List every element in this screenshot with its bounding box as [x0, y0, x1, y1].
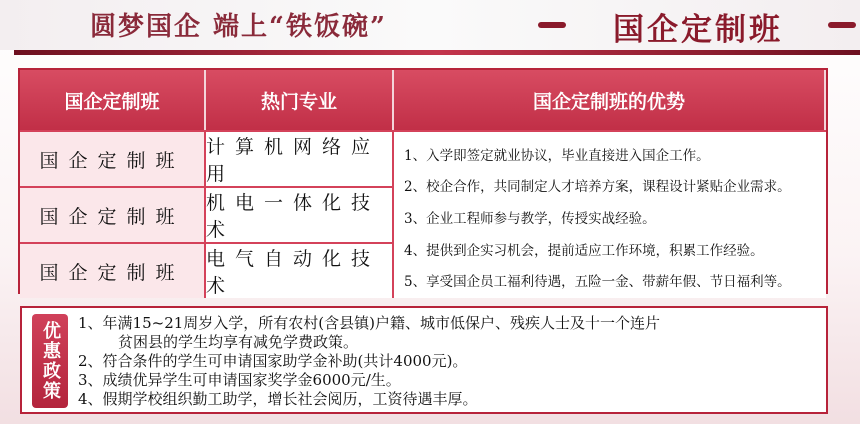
policy-label: 优惠政策 — [40, 321, 61, 401]
table-cell-major: 机电一体化技术 — [206, 186, 392, 242]
policy-item: 2、符合条件的学生可申请国家助学金补助(共计4000元)。 — [78, 352, 468, 370]
slogan: 圆梦国企 端上“铁饭碗” — [90, 12, 387, 42]
advantage-item: 2、校企合作，共同制定人才培养方案，课程设计紧贴企业需求。 — [404, 179, 791, 196]
policy-item: 4、假期学校组织勤工助学，增长社会阅历，工资待遇丰厚。 — [78, 390, 478, 408]
policy-item: 1、年满15~21周岁入学，所有农村(含县镇)户籍、城市低保户、残疾人士及十一个连片 — [78, 314, 660, 332]
table-cell-class: 国企定制班 — [20, 130, 204, 186]
table-cell-major: 电气自动化技术 — [206, 242, 392, 298]
advantage-item: 1、入学即签定就业协议，毕业直接进入国企工作。 — [404, 147, 710, 164]
title-dash-left — [538, 22, 566, 28]
policy-badge — [32, 314, 68, 408]
title-block — [538, 4, 858, 48]
major-column — [206, 130, 394, 298]
table-cell-major: 计算机网络应用 — [206, 130, 392, 186]
title-dash-right — [828, 22, 856, 28]
policy-item: 3、成绩优异学生可申请国家奖学金6000元/生。 — [78, 371, 401, 389]
program-table — [18, 68, 828, 297]
table-cell-class: 国企定制班 — [20, 186, 204, 242]
advantage-item: 5、享受国企员工福利待遇，五险一金、带薪年假、节日福利等。 — [404, 274, 791, 291]
policy-list — [78, 314, 818, 409]
page-title: 国企定制班 — [613, 12, 783, 48]
policy-box — [20, 306, 828, 414]
header-divider — [14, 50, 860, 55]
table-header-class: 国企定制班 — [20, 70, 206, 130]
table-header-major: 热门专业 — [206, 70, 394, 130]
policy-item-continuation: 贫困县的学生均享有减免学费政策。 — [118, 333, 359, 351]
class-column — [20, 130, 206, 298]
table-cell-class: 国企定制班 — [20, 242, 204, 298]
table-header-advantages: 国企定制班的优势 — [394, 70, 826, 130]
advantage-item: 4、提供到企实习机会，提前适应工作环境，积累工作经验。 — [404, 242, 764, 259]
advantage-item: 3、企业工程师参与教学，传授实战经验。 — [404, 210, 656, 227]
advantages-list — [394, 130, 826, 298]
